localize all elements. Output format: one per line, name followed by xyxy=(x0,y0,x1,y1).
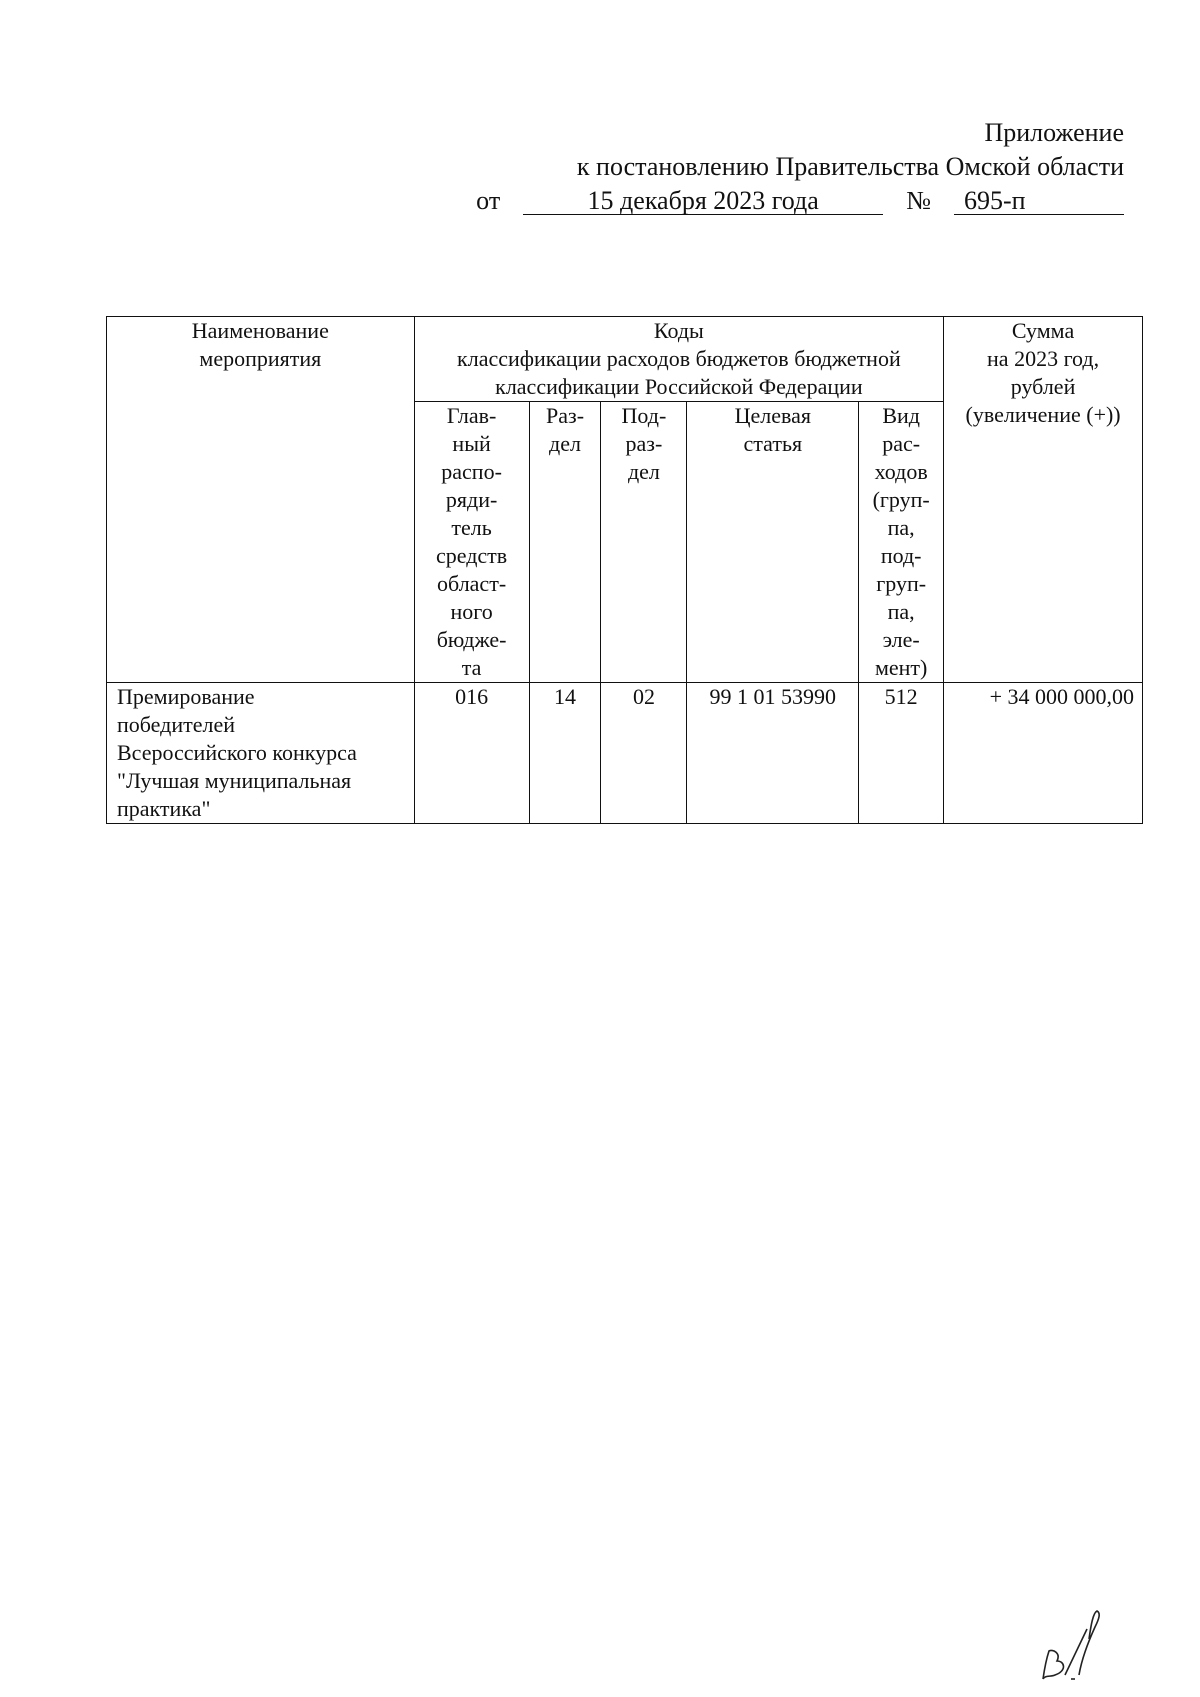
header-expense-type: Вид рас- ходов (груп- па, под- груп- па, эле- мент) xyxy=(859,402,944,683)
amount-cell: + 34 000 000,00 xyxy=(944,683,1143,824)
header-amount: Сумма на 2023 год, рублей (увеличение (+)) xyxy=(944,317,1143,683)
appendix-heading xyxy=(476,116,1124,218)
table-header-row-1 xyxy=(107,317,1143,402)
appendix-reference: к постановлению Правительства Омской области xyxy=(576,152,1124,181)
section-cell: 14 xyxy=(529,683,601,824)
main-manager-cell: 016 xyxy=(414,683,529,824)
header-subsection: Под- раз- дел xyxy=(601,402,687,683)
target-article-cell: 99 1 01 53990 xyxy=(687,683,859,824)
subsection-cell: 02 xyxy=(601,683,687,824)
header-classification-codes: Коды классификации расходов бюджетов бюджетной классификации Российской Федерации xyxy=(414,317,944,402)
number-sign: № xyxy=(906,186,931,215)
handwritten-initials-mark-icon xyxy=(1035,1605,1115,1685)
appendix-date-number-line xyxy=(476,184,1124,218)
header-section: Раз- дел xyxy=(529,402,601,683)
decree-number: 695-п xyxy=(954,188,1124,215)
decree-date: 15 декабря 2023 года xyxy=(523,188,883,215)
header-target-article: Целевая статья xyxy=(687,402,859,683)
budget-allocation-table xyxy=(106,316,1143,824)
from-label: от xyxy=(476,186,501,215)
expense-type-cell: 512 xyxy=(859,683,944,824)
activity-name-cell: Премирование победителей Всероссийского конкурса "Лучшая муниципальная практика" xyxy=(107,683,415,824)
table-row xyxy=(107,683,1143,824)
appendix-title: Приложение xyxy=(984,118,1124,147)
header-activity-name: Наименование мероприятия xyxy=(107,317,415,683)
header-main-manager: Глав- ный распо- ряди- тель средств област- ного бюдже- та xyxy=(414,402,529,683)
